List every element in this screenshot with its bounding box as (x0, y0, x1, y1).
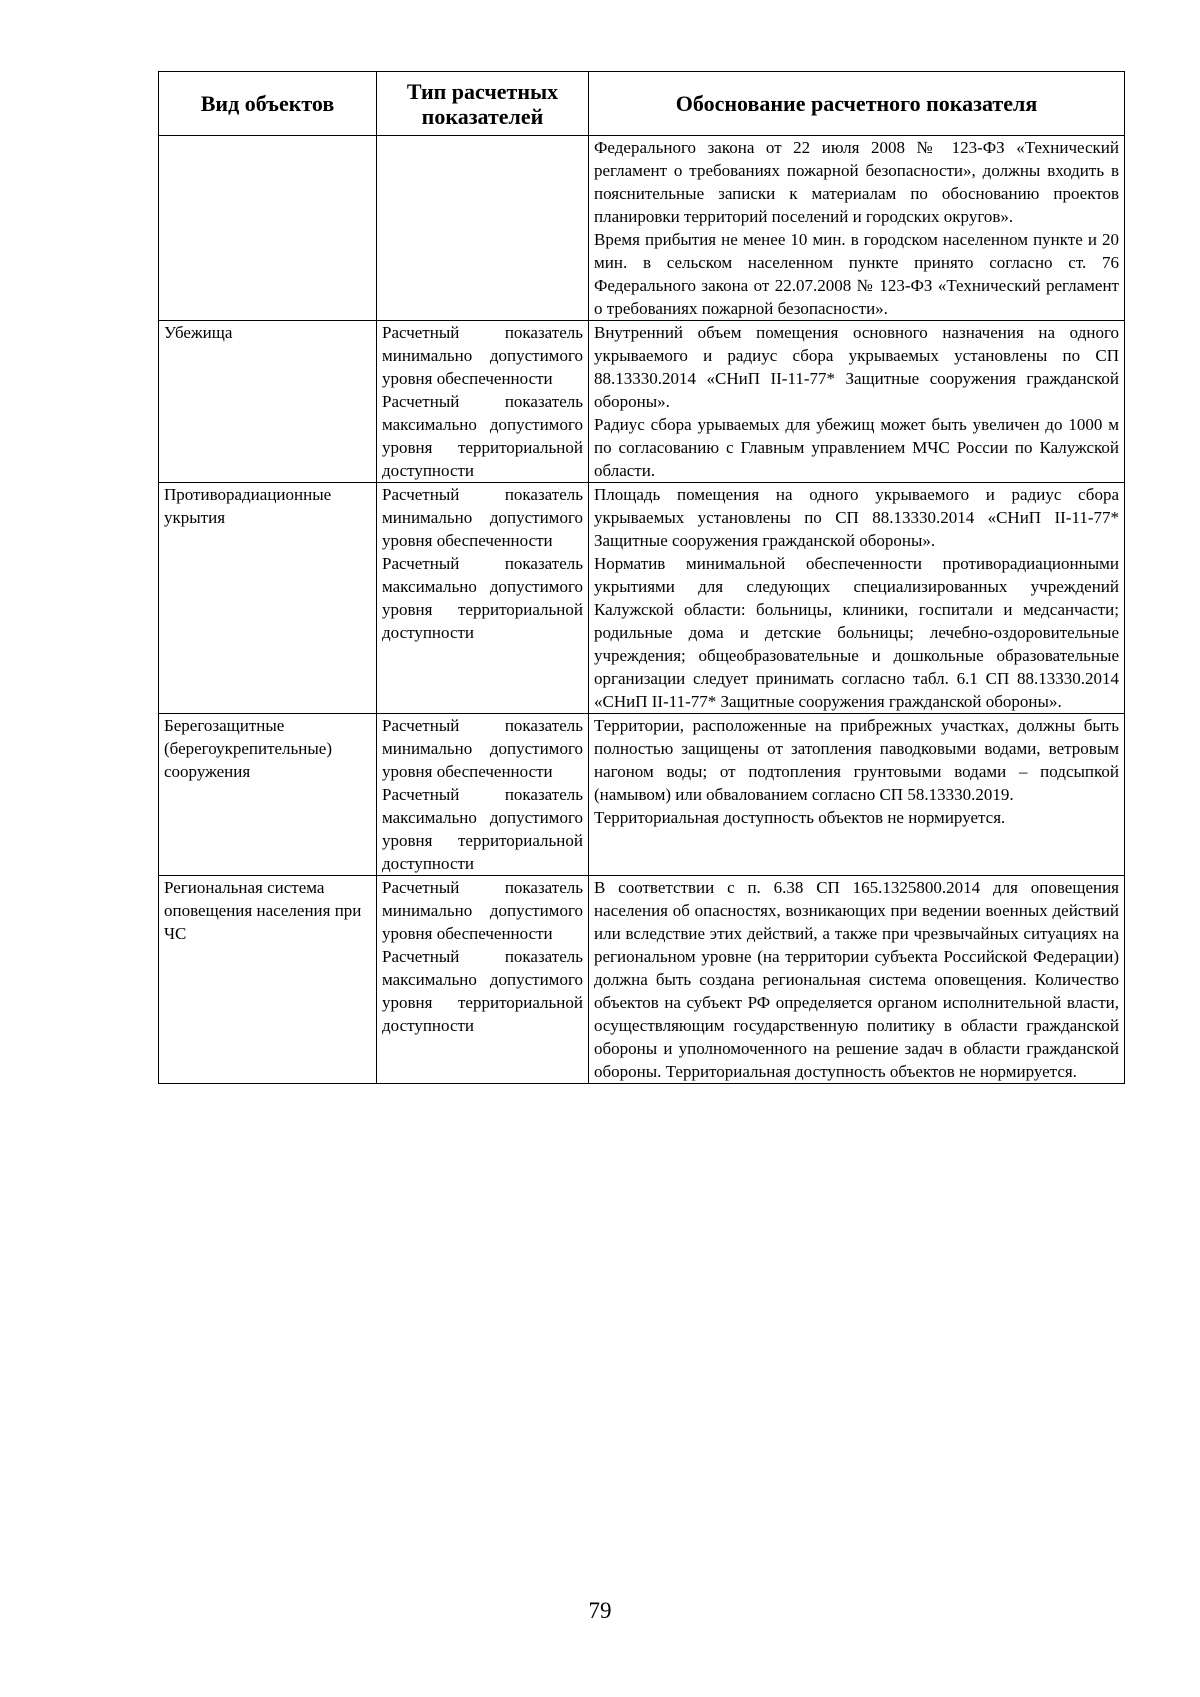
justification-paragraph: Площадь помещения на одного укрываемого и радиус сбора укрываемых установлены по СП 88.13330.2014 «СНиП II-11-77* Защитные сооружения гражданской обороны». (594, 485, 1119, 550)
justification-paragraph: Внутренний объем помещения основного назначения на одного укрываемого и радиус сбора укрываемых установлены по СП 88.13330.2014 «СНиП II-11-77* Защитные сооружения гражданской обороны». (594, 323, 1119, 411)
table-row (159, 321, 1125, 483)
object-cell: Убежища (159, 321, 377, 483)
justification-paragraph: Время прибытия не менее 10 мин. в городском населенном пункте и 20 мин. в сельском населенном пункте принято согласно ст. 76 Федерального закона от 22.07.2008 № 123-ФЗ «Технический регламент о требованиях пожарной безопасности». (594, 230, 1119, 318)
justification-cell (589, 483, 1125, 714)
table-row (159, 714, 1125, 876)
table-row (159, 483, 1125, 714)
indicator-type: Расчетный показатель минимально допустимого уровня обеспеченности (382, 485, 583, 550)
types-cell (377, 321, 589, 483)
justification-cell (589, 714, 1125, 876)
justification-paragraph: Федерального закона от 22 июля 2008 № 123-ФЗ «Технический регламент о требованиях пожарной безопасности», должны входить в пояснительные записки к материалам по обоснованию проектов планировки территорий поселений и городских округов». (594, 138, 1119, 226)
justification-cell (589, 876, 1125, 1084)
justification-cell (589, 136, 1125, 321)
header-object-type: Вид объектов (159, 72, 377, 136)
object-cell: Региональная система оповещения населения при ЧС (159, 876, 377, 1084)
indicators-table (158, 71, 1125, 1084)
table-row (159, 876, 1125, 1084)
indicator-type: Расчетный показатель максимально допустимого уровня территориальной доступности (382, 392, 583, 480)
indicator-type: Расчетный показатель минимально допустимого уровня обеспеченности (382, 878, 583, 943)
indicator-type: Расчетный показатель максимально допустимого уровня территориальной доступности (382, 554, 583, 642)
types-cell (377, 876, 589, 1084)
table-row (159, 136, 1125, 321)
indicator-type: Расчетный показатель минимально допустимого уровня обеспеченности (382, 323, 583, 388)
object-cell: Противорадиационные укрытия (159, 483, 377, 714)
types-cell (377, 714, 589, 876)
indicator-type: Расчетный показатель максимально допустимого уровня территориальной доступности (382, 785, 583, 873)
indicator-type: Расчетный показатель максимально допустимого уровня территориальной доступности (382, 947, 583, 1035)
justification-paragraph: Радиус сбора урываемых для убежищ может быть увеличен до 1000 м по согласованию с Главным управлением МЧС России по Калужской области. (594, 415, 1119, 480)
types-cell (377, 483, 589, 714)
justification-paragraph: Норматив минимальной обеспеченности противорадиационными укрытиями для следующих специализированных учреждений Калужской области: больницы, клиники, госпитали и медсанчасти; родильные дома и детские больницы; лечебно-оздоровительные учреждения; общеобразовательные и дошкольные образовательные организации следует принимать согласно табл. 6.1 СП 88.13330.2014 «СНиП II-11-77* Защитные сооружения гражданской обороны». (594, 554, 1119, 711)
justification-paragraph: В соответствии с п. 6.38 СП 165.1325800.2014 для оповещения населения об опасностях, возникающих при ведении военных действий или вследствие этих действий, а также при чрезвычайных ситуациях на региональном уровне (на территории субъекта Российской Федерации) должна быть создана региональная система оповещения. Количество объектов на субъект РФ определяется органом исполнительной власти, осуществляющим государственную политику в области гражданской обороны и уполномоченного на решение задач в области гражданской обороны. Территориальная доступность объектов не нормируется. (594, 878, 1119, 1081)
justification-paragraph: Территориальная доступность объектов не нормируется. (594, 808, 1006, 827)
header-indicator-type: Тип расчетных показателей (377, 72, 589, 136)
indicator-type: Расчетный показатель минимально допустимого уровня обеспеченности (382, 716, 583, 781)
types-cell (377, 136, 589, 321)
table-header-row (159, 72, 1125, 136)
object-cell: Берегозащитные (берегоукрепительные) сооружения (159, 714, 377, 876)
object-cell (159, 136, 377, 321)
justification-paragraph: Территории, расположенные на прибрежных участках, должны быть полностью защищены от затопления паводковыми водами, ветровым нагоном воды; от подтопления грунтовыми водами – подсыпкой (намывом) или обвалованием согласно СП 58.13330.2019. (594, 716, 1119, 804)
header-justification: Обоснование расчетного показателя (589, 72, 1125, 136)
page-number: 79 (588, 1598, 612, 1623)
justification-cell (589, 321, 1125, 483)
